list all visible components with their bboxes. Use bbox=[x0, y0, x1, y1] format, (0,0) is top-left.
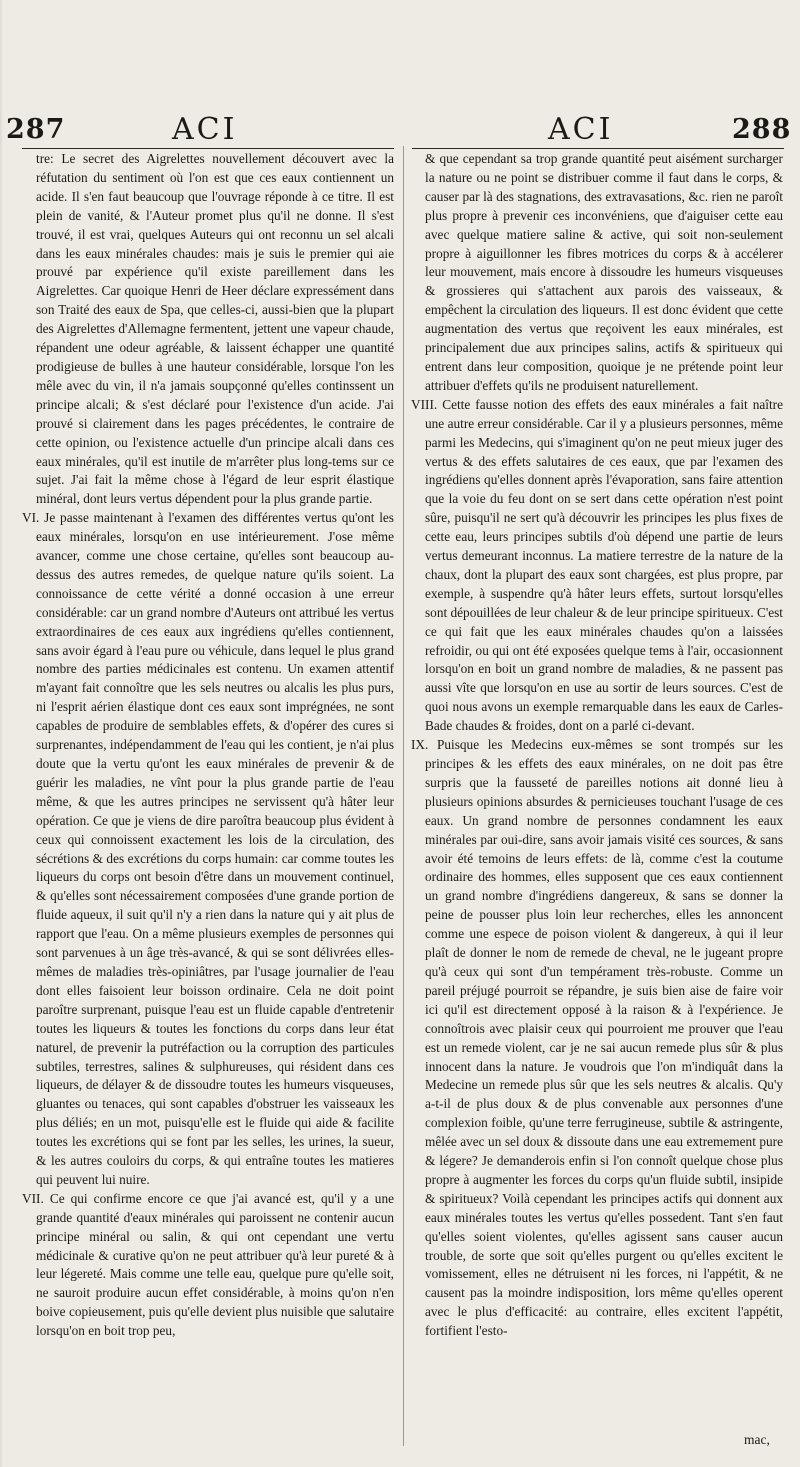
section-viii: VIII. Cette fausse notion des effets des eaux minérales a fait naître une autre erreur considérable. Car il y a plusieurs personnes, même parmi les Medecins, qui s'imaginent qu'on ne peut mieux juger des vertus & des effets salutaires de ces eaux, que par l'examen des ingrédiens qu'elles donnent après l'évaporation, sans faire attention que la voie du feu dont on se sert dans cette opération n'est point sûre, puisqu'il ne sert qu'à découvrir les principes les plus fixes de cette eau, leurs principes subtils d'où dépend une partie de leurs vertus demeurant inconnus. La matiere terrestre de la nature de la chaux, dont la plupart des eaux sont chargées, est plus propre, par exemple, à suspendre qu'à hâter leurs effets, surtout lorsqu'elles sont dépouillées de leur chaleur & de leur principe spiritueux. C'est ce qui fait que les eaux minérales chaudes qu'on a laissées refroidir, ou qui ont été exposées quelque tems à l'air, occasionnent lorsqu'on en boit un grand nombre de maladies, & ne passent pas aussi vîte que lorsqu'on en use au sortir de leurs sources. C'est de quoi nous avons un exemple remarquable dans les eaux de Carles-Bade chaudes & froides, dont on a parlé ci-devant. bbox=[411, 396, 783, 734]
left-page-number: 287 bbox=[6, 114, 66, 145]
left-header-rule bbox=[22, 148, 394, 149]
page-spine-shadow bbox=[0, 0, 3, 1467]
left-running-head: ACI bbox=[172, 112, 238, 147]
section-vi: VI. Je passe maintenant à l'examen des différentes vertus qu'ont les eaux minérales, lorsqu'on en use intérieurement. J'ose même avancer, comme une chose certaine, qu'elles sont beaucoup au-dessus des autres remedes, de quelque nature qu'ils soient. La connoissance de cette vérité a donné occasion à une erreur considérable: car un grand nombre d'Auteurs ont attribué les vertus extraordinaires de ces eaux aux ingrédiens qu'elles contiennent, sans avoir égard à l'eau pure ou véhicule, dans lequel le plus grand nombre des parties médicinales est contenu. Un examen attentif m'ayant fait connoître que les sels neutres ou alcalis les plus purs, ni l'esprit aérien élastique dont ces eaux sont imprégnées, ne sont capables de produire de semblables effets, & d'opérer des cures si surprenantes, indépendamment de l'eau qui les contient, je n'ai plus doute que la vertu qu'ont les eaux minérales de prevenir & de guérir les maladies, ne vînt pour la plus grande partie de l'eau même, & que les autres principes ne servissent qu'à hâter leur opération. Ce que je viens de dire paroîtra beaucoup plus évident à ceux qui connoissent exactement les lois de la circulation, des sécrétions & des excrétions du corps humain: car comme toutes les liqueurs du corps ont besoin d'être dans un mouvement continuel, & qu'elles sont nécessairement composées d'une grande portion de fluide aqueux, il suit qu'il n'y a rien dans la nature qui y ait plus de rapport que l'eau. On a même plusieurs exemples de personnes qui sont parvenues à un âge très-avancé, & qui se sont délivrées elles-mêmes de maladies très-opiniâtres, par l'usage journalier de l'eau dont elles faisoient leur boisson ordinaire. Cela ne doit point paroître surprenant, puisque l'eau est un fluide capable d'entretenir toutes les liqueurs & toutes les fonctions du corps dans leur état naturel, de prevenir la putréfaction ou la corruption des particules subtiles, terrestres, salines & sulphureuses, qui résident dans ces liqueurs, de délayer & de dissoudre toutes les humeurs visqueuses, gluantes ou tenaces, qui sont capables d'obstruer les vaisseaux les plus déliés; en un mot, puisqu'elle est le fluide qui aide & facilite toutes les excrétions qui se font par les selles, les urines, la sueur, & les autres couloirs du corps, & qui entraîne toutes les matieres qui peuvent lui nuire. bbox=[22, 510, 394, 1187]
lead-paragraph: tre: Le secret des Aigrelettes nouvellement découvert avec la réfutation du sentiment où l'on est que ces eaux contiennent un acide. Il s'en faut beaucoup que l'ouvrage réponde à ce titre. Il est plein de vanité, & l'Auteur promet plus qu'il ne donne. Il s'est trouvé, il est vrai, quelques Auteurs qui ont reconnu un sel alcali dans les eaux minérales chaudes: mais je suis le premier qui aie prouvé par expérience qu'il existe pareillement dans les Aigrelettes. Car quoique Henri de Heer déclare expressément dans son Traité des eaux de Spa, que celles-ci, aussi-bien que la plupart des Aigrelettes d'Allemagne fermentent, jettent une vapeur chaude, répandent une odeur agréable, & laissent échapper une quantité prodigieuse de bulles à une hauteur considérable, lorsque l'on les mêle avec du vin, il n'a jamais soupçonné qu'elles continssent un principe alcali; & s'est déclaré pour l'existence d'un acide. J'ai prouvé si clairement dans les pages précédentes, le contraire de cette opinion, ou l'existence actuelle d'un principe alcali dans ces eaux minérales, qu'il est inutile de m'arrêter plus long-tems sur ce sujet. J'ai fait la même chose à l'égard de leur esprit élastique minéral, dont leurs vertus dépendent pour la plus grande partie. bbox=[36, 151, 394, 507]
right-column bbox=[411, 150, 783, 1450]
catchword: mac, bbox=[744, 1432, 770, 1447]
right-page-number: 288 bbox=[732, 114, 792, 145]
section-vii-continued: & que cependant sa trop grande quantité peut aisément surcharger la nature ou ne point se distribuer comme il faut dans le corps, & causer par là des stagnations, des extravasations, &c. rien ne paroît plus propre à prevenir ces inconvéniens, que d'aiguiser cette eau avec quelque matiere saline & active, qui soit non-seulement propre à aiguillonner les fibres motrices du corps & à accélerer leur mouvement, mais encore à dissoudre les humeurs visqueuses & grossieres qui s'attachent aux parois des vaisseaux, & empêchent la circulation des liqueurs. Il est donc évident que cette augmentation des vertus que reçoivent les eaux minérales, est principalement due aux principes salins, actifs & spiritueux qui entrent dans leur composition, quoique je ne prétende point leur attribuer d'effets qu'ils ne produisent naturellement. bbox=[425, 151, 783, 393]
section-vii: VII. Ce qui confirme encore ce que j'ai avancé est, qu'il y a une grande quantité d'eaux minérales qui paroissent ne contenir aucun principe minéral ou salin, & qui ont cependant une vertu médicinale & curative qu'on ne peut attribuer qu'à leur pureté & à leur légereté. Mais comme une telle eau, quelque pure qu'elle soit, ne sauroit produire aucun effet considérable, à moins qu'on n'en boive copieusement, puis qu'elle devient plus nuisible que salutaire lorsqu'on en boit trop peu, bbox=[22, 1190, 394, 1339]
left-column bbox=[22, 150, 394, 1450]
right-header-rule bbox=[412, 148, 784, 149]
column-divider bbox=[403, 146, 404, 1446]
right-running-head: ACI bbox=[548, 112, 614, 147]
section-ix: IX. Puisque les Medecins eux-mêmes se sont trompés sur les principes & les effets des eaux minérales, on ne doit pas être surpris que la fausseté de pareilles notions ait donné lieu à plusieurs opinions absurdes & pernicieuses touchant l'usage de ces eaux. Un grand nombre de personnes condamnent les eaux minérales par oui-dire, sans avoir jamais visité ces sources, & sans avoir été temoins de leurs effets: de là, comme c'est la coutume ordinaire des hommes, elles supposent que ces eaux contiennent un grand nombre d'ingrédiens dangereux, & sans se donner la peine de pousser plus loin leur recherches, elles les annoncent comme une espece de poison violent & dangereux, à qui il leur plaît de donner le nom de remede de cheval, ne le jugeant propre qu'à ceux qui sont d'un tempérament très-robuste. Comme un pareil préjugé pourroit se répandre, je suis bien aise de faire voir ici qu'il est directement opposé à la raison & à l'expérience. Je connoîtrois avec plaisir ceux qui pourroient me prouver que l'eau est un remede violent, car je ne sai aucun remede plus sûr & plus innocent dans la nature. Je voudrois que l'on m'indiquât dans la Medecine un remede plus sûr que les sels neutres & alcalis. Qu'y a-t-il de plus doux & de plus convenable aux personnes d'une complexion foible, qu'une terre ferrugineuse, subtile & astringente, mêlée avec un sel doux & dissoute dans une eau extremement pure & légere? Je demanderois enfin si l'on connoît quelque chose plus propre à augmenter les forces du corps qu'un fluide subtil, insipide & spiritueux? Voilà cependant les principes actifs qui donnent aux eaux minérales toutes les vertus qu'elles possedent. Tant s'en faut qu'elles soient violentes, qu'elles agissent sans causer aucun trouble, de sorte que soit qu'elles purgent ou qu'elles excitent le vomissement, elles ne détruisent ni les forces, ni l'appétit, & ne causent pas la moindre indisposition, lors même qu'elles operent avec le plus d'efficacité: au contraire, elles excitent l'appétit, fortifient l'esto- bbox=[411, 737, 783, 1339]
